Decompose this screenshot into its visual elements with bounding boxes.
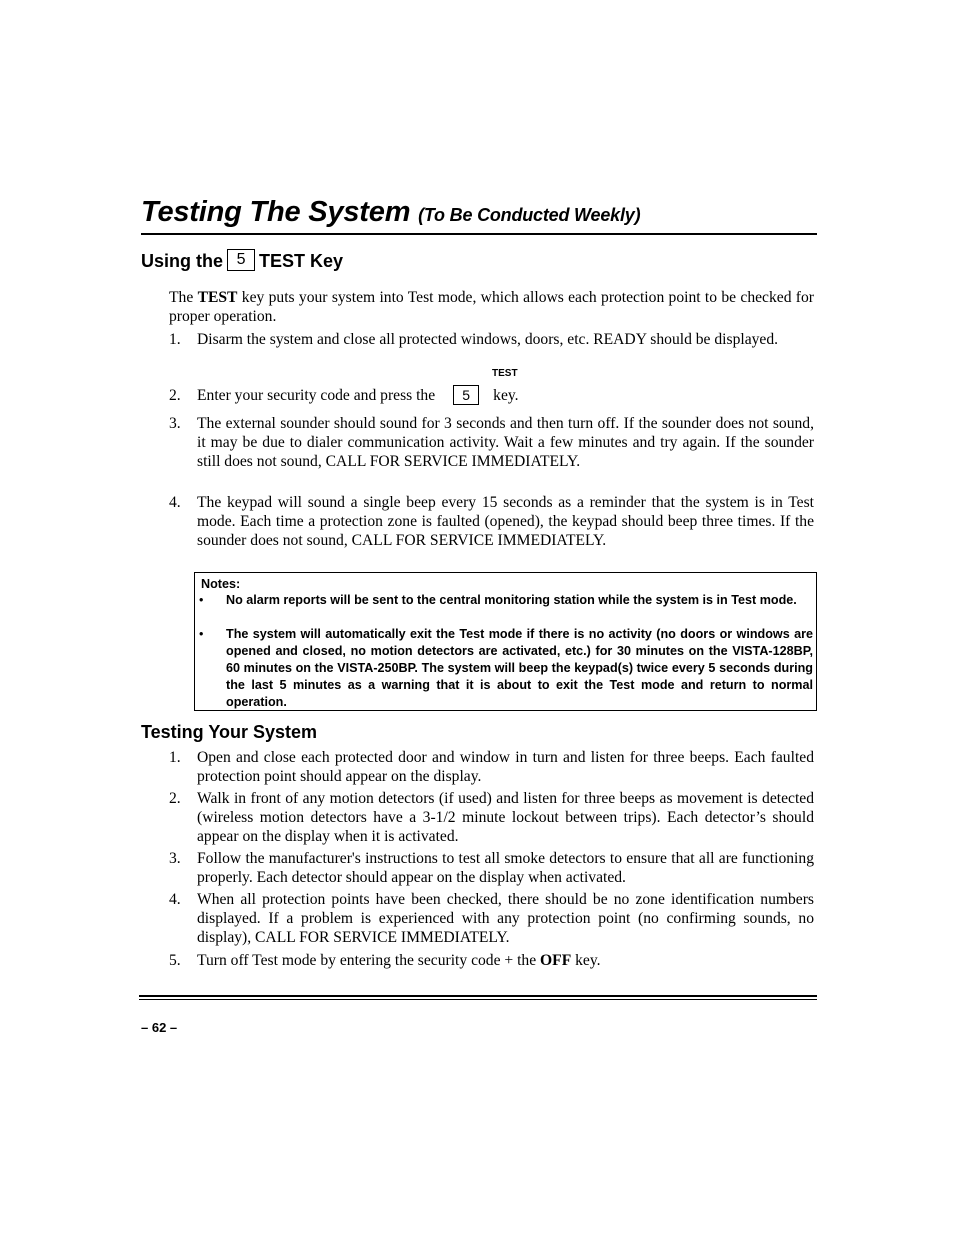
list-item-text: The keypad will sound a single beep every 15 seconds as a reminder that the system is in Test mode. Each time a protection zone is faulted (opened), the keypad should beep three times. If the sounder does not sound, CALL FOR SERVICE IMMEDIATELY.: [197, 494, 814, 549]
bullet-icon: •: [199, 627, 204, 641]
list-item: [169, 951, 814, 970]
notes-box: [194, 572, 817, 711]
list-item-number: 3.: [169, 850, 181, 867]
list-item-text: When all protection points have been checked, there should be no zone identification numbers displayed. If a problem is experienced with any protection point (no confirming sounds, no display), CALL FOR SERVICE IMMEDIATELY.: [197, 891, 814, 946]
intro-paragraph: [169, 288, 814, 326]
list-item: [169, 789, 814, 846]
list-item-text-post: key.: [571, 952, 601, 969]
list-item-number: 1.: [169, 749, 181, 766]
list-item: [169, 386, 814, 406]
list-item-number: 2.: [169, 387, 181, 404]
list-item: [169, 890, 814, 947]
section-heading-test-key: [141, 251, 343, 273]
list-item-number: 3.: [169, 415, 181, 432]
list-item-number: 1.: [169, 331, 181, 348]
section-heading-testing-your-system: Testing Your System: [141, 722, 318, 742]
note-item: [199, 592, 813, 609]
list-item: [169, 330, 814, 349]
list-item-number: 2.: [169, 790, 181, 807]
footer-divider: [139, 995, 817, 997]
intro-text-bold: TEST: [197, 289, 238, 306]
key-5-icon: 5: [453, 385, 479, 405]
key-5-icon: 5: [227, 249, 255, 271]
page-title-sub: (To Be Conducted Weekly): [418, 205, 641, 225]
notes-title: Notes:: [201, 577, 241, 591]
list-item-text: Open and close each protected door and window in turn and listen for three beeps. Each faulted protection point should appear on the display.: [197, 749, 814, 785]
footer-divider-thin: [139, 999, 817, 1000]
page-title: [141, 196, 640, 229]
heading-text-pre: Using the: [141, 251, 224, 271]
test-key-label: TEST: [492, 368, 518, 379]
note-text: The system will automatically exit the Test mode if there is no activity (no doors or windows are opened and closed, no motion detectors are activated, etc.) for 30 minutes on the VISTA-128BP, 60 minutes on the VISTA-250BP. The system will beep the keypad(s) twice every 5 seconds during the last 5 minutes as a warning that it is about to exit the Test mode and return to normal operation.: [226, 627, 813, 709]
list-item-text: Follow the manufacturer's instructions to test all smoke detectors to ensure that all are functioning properly. Each detector should appear on the display when activated.: [197, 850, 814, 886]
page-number: – 62 –: [141, 1020, 178, 1035]
list-item-text-pre: Enter your security code and press the: [197, 387, 436, 404]
note-item: [199, 626, 813, 711]
list-item-text: Disarm the system and close all protected windows, doors, etc. READY should be displayed.: [197, 331, 779, 348]
intro-text-post: key puts your system into Test mode, which allows each protection point to be checked for proper operation.: [169, 289, 814, 325]
list-item: [169, 748, 814, 786]
note-text: No alarm reports will be sent to the central monitoring station while the system is in Test mode.: [226, 593, 797, 607]
list-item: [169, 493, 814, 550]
list-item-text-post: key.: [493, 387, 519, 404]
list-item-text: [197, 386, 814, 406]
list-item-number: 4.: [169, 891, 181, 908]
heading-text-post: TEST Key: [259, 251, 344, 271]
intro-text-pre: The: [169, 289, 198, 306]
list-item-text-bold: OFF: [540, 952, 572, 969]
list-item-text: Walk in front of any motion detectors (if used) and listen for three beeps as movement is detected (wireless motion detectors have a 3-1/2 minute lockout between trips). Each detector’s should appear on the display when it is activated.: [197, 790, 814, 845]
page-title-main: Testing The System: [141, 196, 411, 228]
list-item: [169, 414, 814, 471]
list-item-number: 4.: [169, 494, 181, 511]
bullet-icon: •: [199, 593, 204, 607]
title-divider: [141, 233, 817, 235]
list-item-number: 5.: [169, 952, 181, 969]
list-item-text-pre: Turn off Test mode by entering the security code + the: [197, 952, 541, 969]
list-item-text: [197, 951, 814, 970]
list-item: [169, 849, 814, 887]
list-item-text: The external sounder should sound for 3 seconds and then turn off. If the sounder does not sound, it may be due to dialer communication activity. Wait a few minutes and try again. If the sounder still does not sound, CALL FOR SERVICE IMMEDIATELY.: [197, 415, 814, 470]
